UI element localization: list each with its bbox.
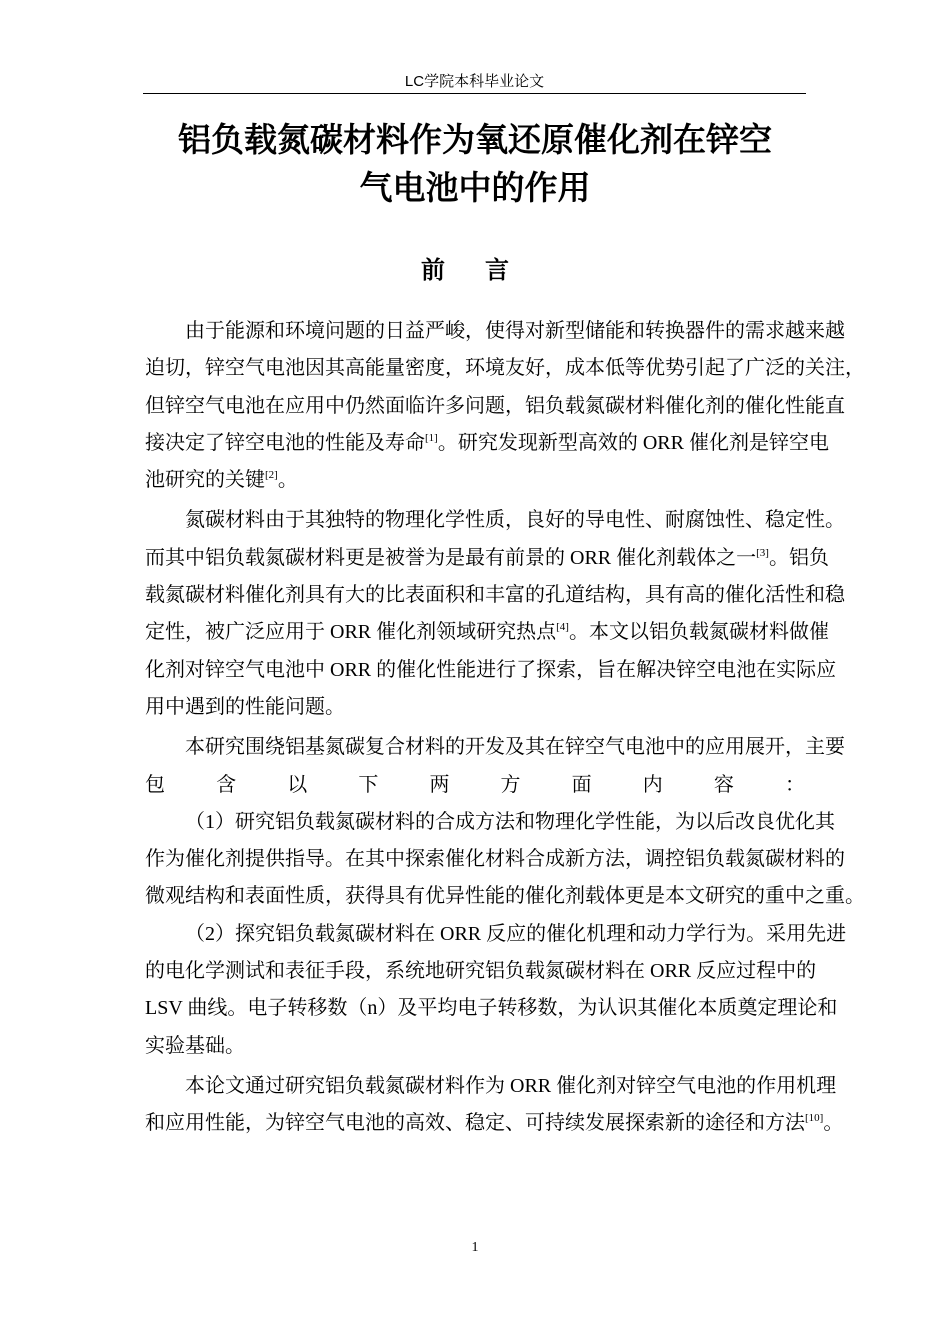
text-segment: 和应用性能，为锌空气电池的高效、稳定、可持续发展探索新的途径和方法: [145, 1112, 805, 1135]
text-segment: 本论文通过研究铝负载氮碳材料作为 ORR 催化剂对锌空气电池的作用机理: [185, 1074, 837, 1097]
text-segment: 氮碳材料由于其独特的物理化学性质，良好的导电性、耐腐蚀性、稳定性。: [185, 509, 845, 532]
page-number: 1: [471, 1240, 479, 1255]
text-line: [145, 916, 847, 953]
citation-ref: [3]: [756, 546, 769, 559]
text-line: [145, 1028, 805, 1065]
text-line: [145, 729, 845, 766]
text-line: [145, 425, 829, 462]
text-segment: 接决定了锌空电池的性能及寿命: [145, 431, 425, 454]
text-line: [145, 462, 805, 499]
text-line: [145, 990, 838, 1027]
text-line: [145, 1068, 837, 1105]
text-segment: 池研究的关键: [145, 469, 265, 492]
text-line: [145, 577, 845, 614]
text-line: [145, 614, 829, 651]
title-line: 气电池中的作用: [359, 168, 591, 207]
text-segment: 定性，被广泛应用于 ORR 催化剂领域研究热点: [145, 621, 557, 644]
header-rule: [143, 93, 806, 94]
text-line: [145, 689, 805, 726]
paragraph: [145, 502, 845, 726]
text-segment: 。: [277, 469, 298, 492]
text-segment: 。研究发现新型高效的 ORR 催化剂是锌空电: [437, 431, 829, 454]
text-line: [145, 652, 837, 689]
text-segment: 由于能源和环境问题的日益严峻，使得对新型储能和转换器件的需求越来越: [185, 320, 845, 342]
text-segment: 。本文以铝负载氮碳材料做催: [568, 621, 829, 644]
citation-ref: [2]: [265, 469, 278, 482]
text-segment: 包含以下两方面内容：: [145, 773, 805, 796]
text-segment: 微观结构和表面性质，获得具有优异性能的催化剂载体更是本文研究的重中之重。: [145, 885, 865, 908]
text-segment: LSV 曲线。电子转移数（n）及平均电子转移数，为认识其催化本质奠定理论和: [145, 997, 838, 1020]
text-segment: 迫切，锌空气电池因其高能量密度，环境友好，成本低等优势引起了广泛的关注，: [145, 357, 865, 380]
citation-ref: [10]: [805, 1112, 824, 1125]
text-segment: 。: [823, 1112, 844, 1135]
section-heading: 前言: [421, 256, 549, 284]
text-segment: 本研究围绕铝基氮碳复合材料的开发及其在锌空气电池中的应用展开，主要: [185, 736, 845, 759]
paragraph: [145, 1068, 844, 1143]
text-line: [145, 350, 865, 387]
document-title: [100, 116, 850, 212]
text-line: [145, 502, 845, 539]
text-line: [145, 313, 845, 350]
text-segment: （1）研究铝负载氮碳材料的合成方法和物理化学性能，为以后改良优化其: [185, 810, 835, 833]
text-segment: 实验基础。: [145, 1034, 245, 1057]
paragraph: [145, 729, 865, 1065]
text-line: [145, 804, 835, 841]
text-segment: 作为催化剂提供指导。在其中探索催化材料合成新方法，调控铝负载氮碳材料的: [145, 848, 845, 871]
text-line: [145, 767, 805, 804]
running-header: LC学院本科毕业论文: [404, 73, 545, 90]
text-segment: 载氮碳材料催化剂具有大的比表面积和丰富的孔道结构，具有高的催化活性和稳: [145, 584, 845, 607]
text-segment: 而其中铝负载氮碳材料更是被誉为是最有前景的 ORR 催化剂载体之一: [145, 546, 757, 569]
text-line: [145, 1105, 844, 1142]
text-segment: 但锌空气电池在应用中仍然面临许多问题，铝负载氮碳材料催化剂的催化性能直: [145, 394, 845, 417]
citation-ref: [4]: [556, 621, 569, 634]
text-segment: 的电化学测试和表征手段，系统地研究铝负载氮碳材料在 ORR 反应过程中的: [145, 960, 817, 983]
text-line: [145, 540, 829, 577]
text-segment: 用中遇到的性能问题。: [145, 695, 345, 718]
text-line: [145, 878, 865, 915]
citation-ref: [1]: [425, 431, 438, 444]
body-text: [145, 313, 865, 1146]
paragraph: [145, 313, 865, 499]
title-line: 铝负载氮碳材料作为氧还原催化剂在锌空: [178, 120, 772, 159]
text-line: [145, 841, 845, 878]
text-segment: （2）探究铝负载氮碳材料在 ORR 反应的催化机理和动力学行为。采用先进: [185, 922, 847, 945]
text-line: [145, 388, 845, 425]
text-segment: 。铝负: [768, 546, 829, 569]
text-segment: 化剂对锌空气电池中 ORR 的催化性能进行了探索，旨在解决锌空电池在实际应: [145, 658, 837, 681]
text-line: [145, 953, 817, 990]
